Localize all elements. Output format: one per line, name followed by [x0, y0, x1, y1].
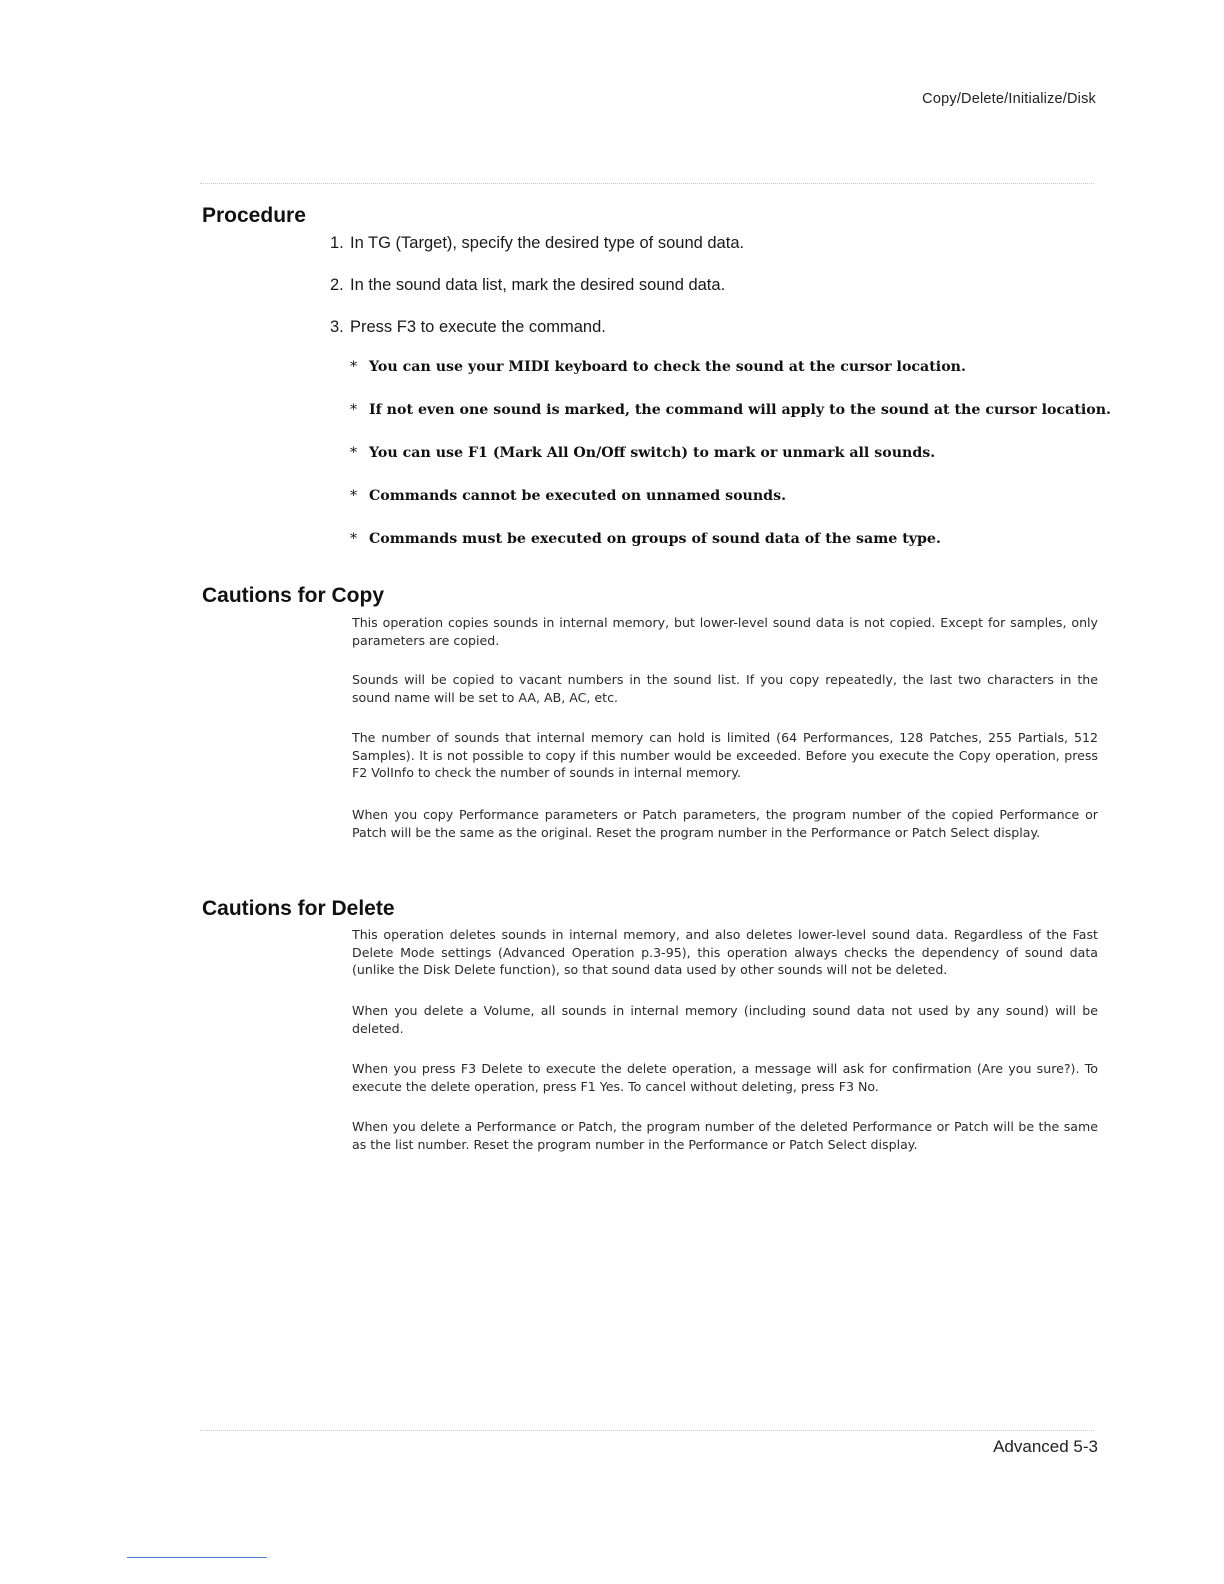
procedure-note — [350, 359, 966, 375]
procedure-step — [330, 276, 725, 295]
cautions-copy-heading: Cautions for Copy — [202, 584, 384, 607]
delete-paragraph: This operation deletes sounds in internal memory, and also deletes lower-level sound data. Regardless of the Fast Delete Mode settings (Advanced Operation p.3-95), this operation always checks the dependency of sound data (unlike the Disk Delete function), so that sound data used by other sounds will not be deleted. — [352, 927, 1098, 977]
delete-paragraph: When you delete a Performance or Patch, the program number of the deleted Performance or Patch will be the same as the list number. Reset the program number in the Performance or Patch Select display. — [352, 1119, 1098, 1152]
asterisk-bullet: * — [350, 445, 358, 461]
footer-divider — [200, 1430, 1094, 1431]
procedure-note — [350, 488, 786, 504]
note-text: You can use F1 (Mark All On/Off switch) to mark or unmark all sounds. — [369, 445, 936, 461]
copy-paragraph: This operation copies sounds in internal memory, but lower-level sound data is not copied. Except for samples, only parameters are copied. — [352, 615, 1098, 648]
asterisk-bullet: * — [350, 402, 358, 418]
delete-paragraph: When you delete a Volume, all sounds in internal memory (including sound data not used by any sound) will be deleted. — [352, 1003, 1098, 1036]
asterisk-bullet: * — [350, 359, 358, 375]
procedure-heading: Procedure — [202, 204, 306, 227]
corner-mark — [127, 1557, 267, 1558]
header-divider — [200, 183, 1094, 184]
procedure-note — [350, 402, 1111, 418]
step-number: 2. — [330, 276, 344, 294]
procedure-step — [330, 234, 744, 253]
note-text: You can use your MIDI keyboard to check the sound at the cursor location. — [369, 359, 966, 375]
step-text: In TG (Target), specify the desired type of sound data. — [350, 234, 745, 252]
procedure-step — [330, 318, 606, 337]
asterisk-bullet: * — [350, 488, 358, 504]
step-number: 3. — [330, 318, 344, 336]
cautions-delete-heading: Cautions for Delete — [202, 897, 395, 920]
step-number: 1. — [330, 234, 344, 252]
copy-paragraph: Sounds will be copied to vacant numbers in the sound list. If you copy repeatedly, the last two characters in the sound name will be set to AA, AB, AC, etc. — [352, 672, 1098, 705]
step-text: Press F3 to execute the command. — [350, 318, 606, 336]
running-header: Copy/Delete/Initialize/Disk — [922, 91, 1096, 107]
note-text: Commands must be executed on groups of sound data of the same type. — [369, 531, 941, 547]
note-text: Commands cannot be executed on unnamed sounds. — [369, 488, 787, 504]
asterisk-bullet: * — [350, 531, 358, 547]
procedure-note — [350, 445, 935, 461]
copy-paragraph: The number of sounds that internal memory can hold is limited (64 Performances, 128 Patches, 255 Partials, 512 Samples). It is not possible to copy if this number would be exceeded. Before you execute the Copy operation, press F2 VolInfo to check the number of sounds in internal memory. — [352, 730, 1098, 780]
copy-paragraph: When you copy Performance parameters or Patch parameters, the program number of the copied Performance or Patch will be the same as the original. Reset the program number in the Performance or Patch Select display. — [352, 807, 1098, 840]
page-number: Advanced 5-3 — [993, 1437, 1098, 1456]
note-text: If not even one sound is marked, the command will apply to the sound at the cursor location. — [369, 402, 1111, 418]
procedure-note — [350, 531, 941, 547]
delete-paragraph: When you press F3 Delete to execute the delete operation, a message will ask for confirmation (Are you sure?). To execute the delete operation, press F1 Yes. To cancel without deleting, press F3 No. — [352, 1061, 1098, 1094]
step-text: In the sound data list, mark the desired sound data. — [350, 276, 726, 294]
